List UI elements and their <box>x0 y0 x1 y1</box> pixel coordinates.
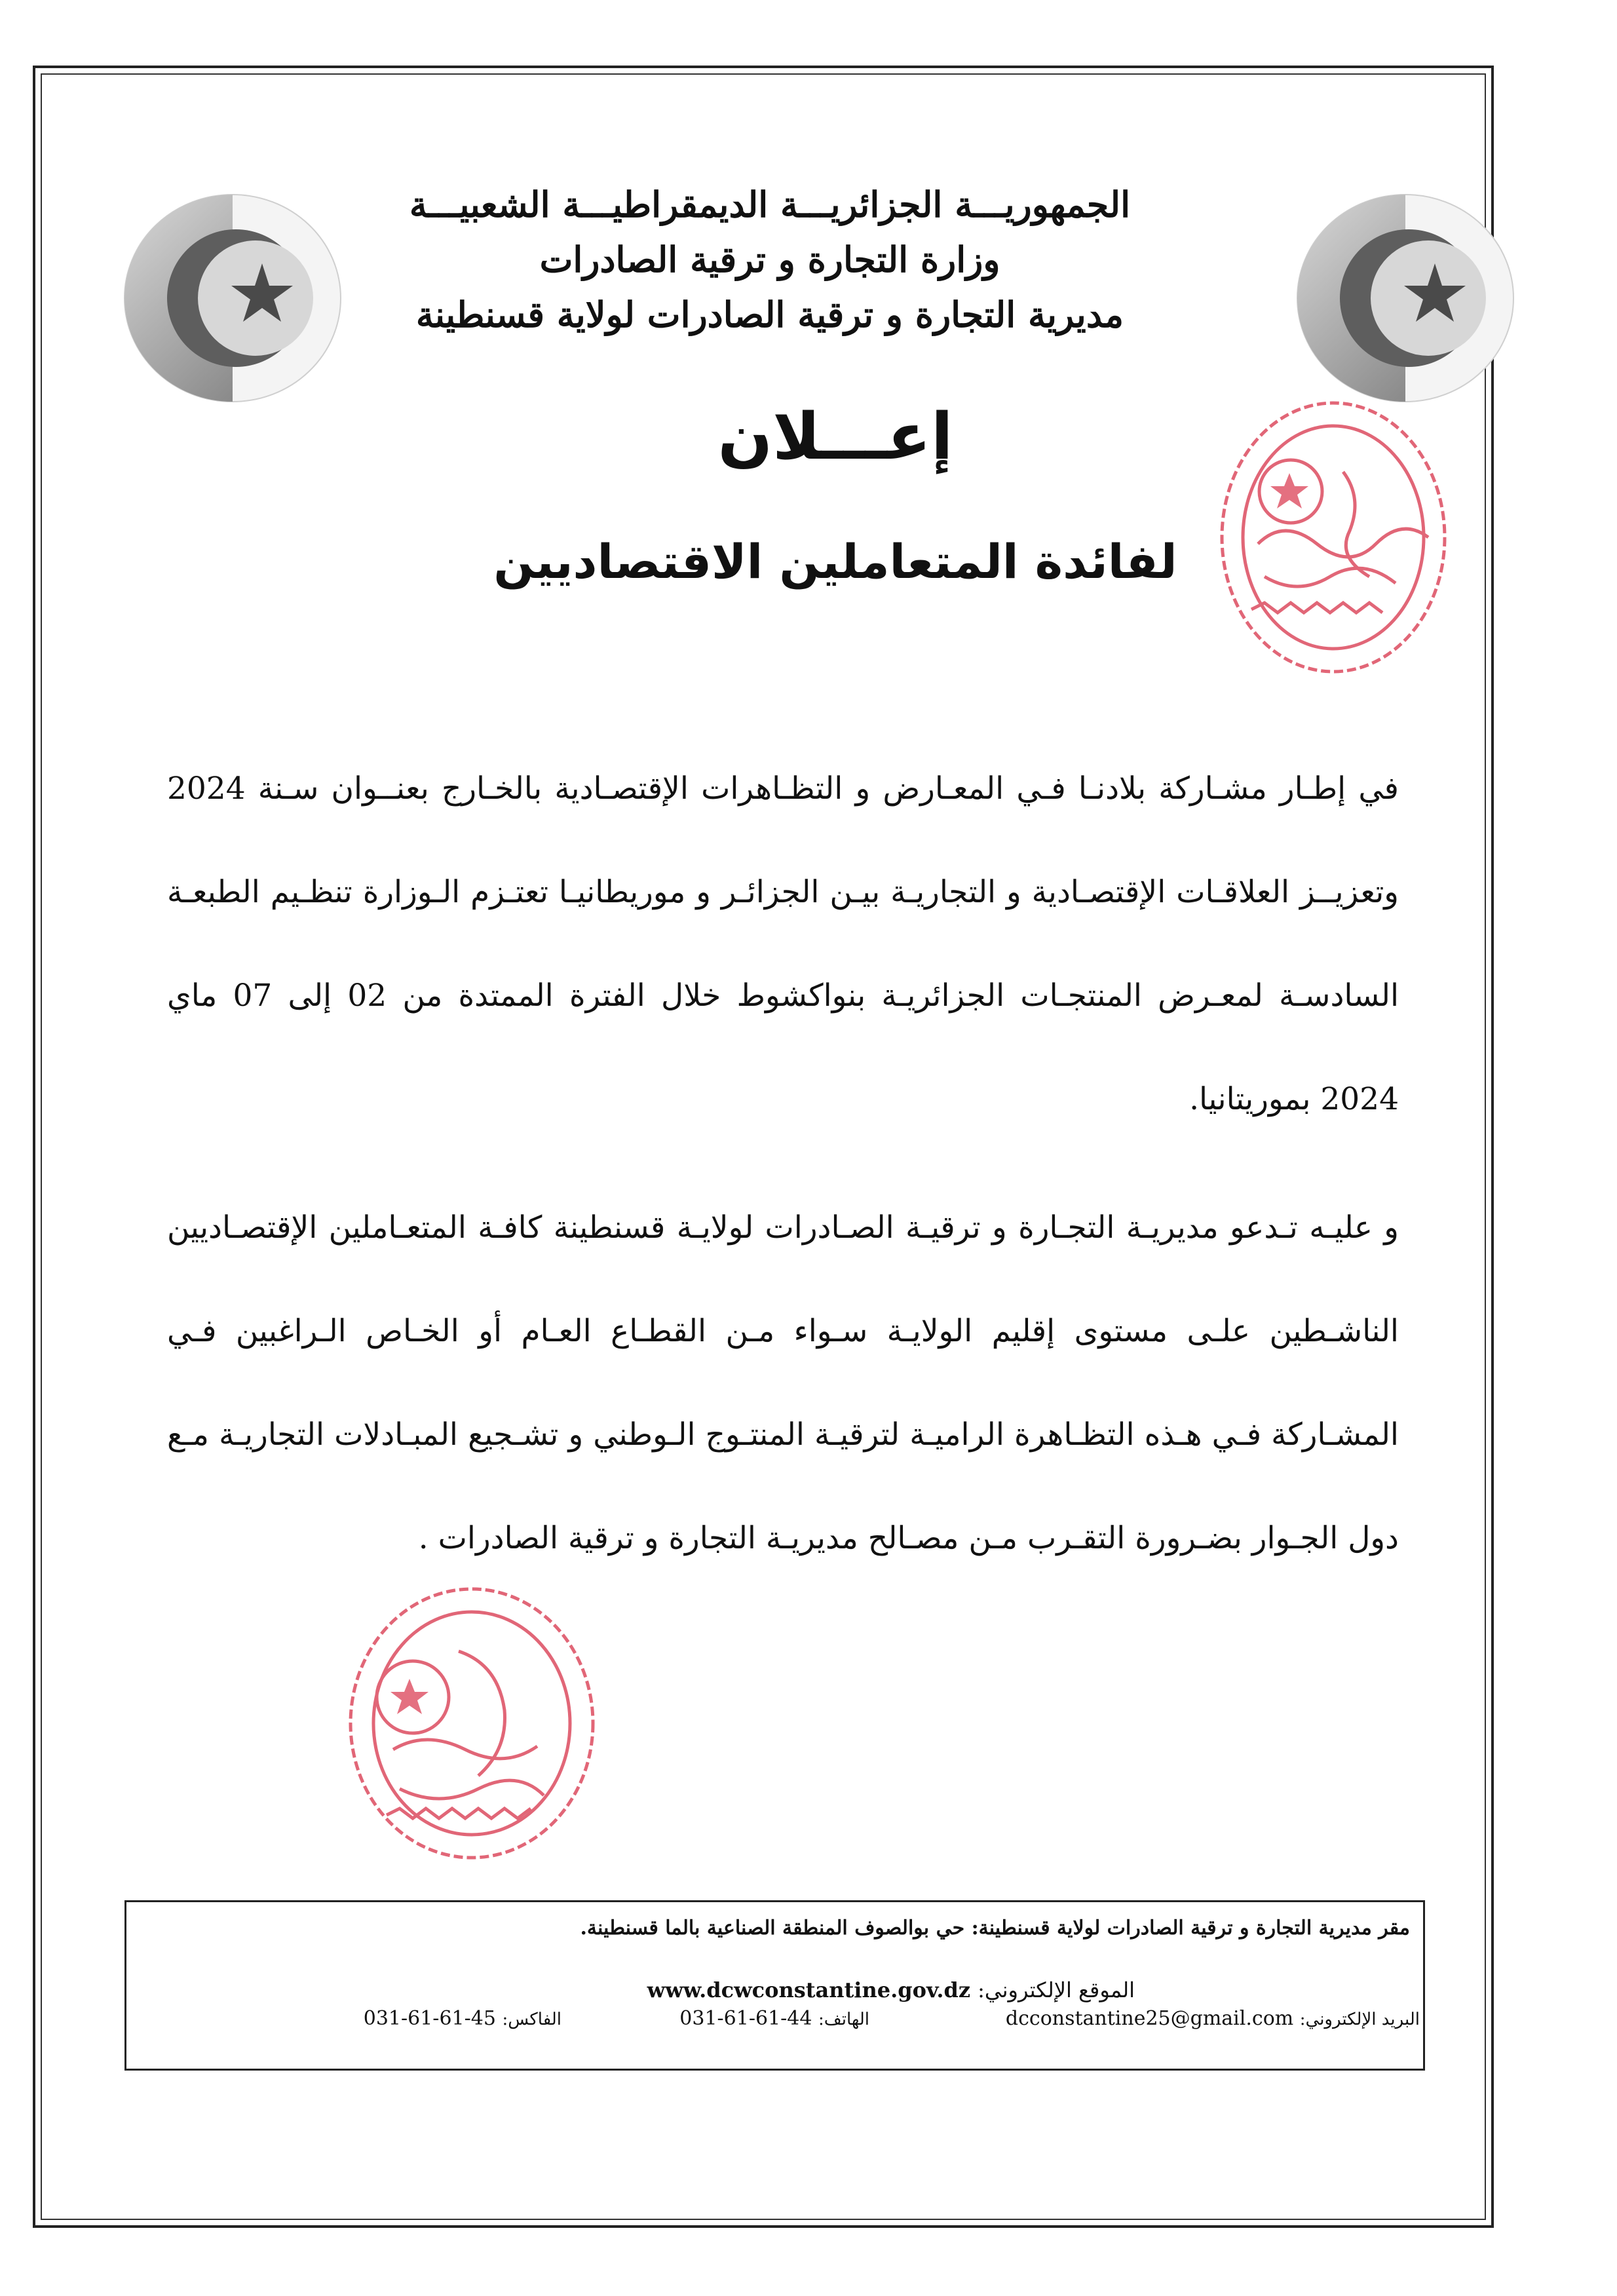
website-label: الموقع الإلكتروني: <box>978 1978 1135 2002</box>
official-seal-stamp-bottom <box>341 1579 603 1867</box>
ministry-name: وزارة التجارة و ترقية الصادرات <box>539 239 1000 280</box>
phone-number: 031-61-61-44 <box>679 2007 812 2030</box>
fax-info <box>364 2007 561 2030</box>
fax-number: 031-61-61-45 <box>363 2007 496 2030</box>
crescent-star-emblem-left <box>121 190 344 406</box>
body-paragraph-2: و عليـه تـدعو مديريـة التجـارة و ترقيـة الصـادرات لولايـة قسنطينة كافـة المتعـاملين الإقتصـاديين الناشـطين علـى مستوى إقليم الولايـة سـواء مـن القطـاع العـام أو الخـاص الـراغبين فـي المشـاركة فـي هـذه التظـاهرة الراميـة لترقيـة المنتـوج الـوطني و تشـجيع المبـادلات التجاريـة مـع دول الجـوار بضـرورة التقـرب مـن مصـالح مديريـة التجارة و ترقية الصادرات . <box>167 1210 1399 1556</box>
body-paragraph-1: في إطـار مشـاركة بلادنـا فـي المعـارض و التظـاهرات الإقتصـادية بالخـارج بعنــوان سـنة 2024 وتعزيــز العلاقـات الإقتصـادية و التجاريـة بيـن الجزائـر و موريطانيـا تعتـزم الـوزارة تنظـيم الطبعـة السادسـة لمعـرض المنتجـات الجزائريـة بنواكشوط خلال الفترة الممتدة من 02 إلى 07 ماي 2024 بموريتانيا. <box>167 771 1399 1117</box>
announcement-subtitle: لفائدة المتعاملين الاقتصاديين <box>493 534 1177 589</box>
footer-contact-box <box>124 1900 1425 2071</box>
crescent-star-emblem-right <box>1294 190 1517 406</box>
fax-label: الفاكس: <box>502 2010 561 2029</box>
letterhead <box>367 177 1173 342</box>
office-address: مقر مديرية التجارة و ترقية الصادرات لولاية قسنطينة: حي بوالصوف المنطقة الصناعية بالما قسنطينة. <box>580 1917 1410 1940</box>
email-info <box>1006 2007 1420 2030</box>
announcement-title: إعـــلان <box>717 400 953 474</box>
website-link[interactable]: www.dcwconstantine.gov.dz <box>647 1978 970 2002</box>
phone-info <box>679 2007 869 2030</box>
website-line <box>647 1978 1135 2002</box>
republic-name: الجمهوريـــة الجزائريـــة الديمقراطيـــة الشعبيـــة <box>409 183 1131 225</box>
official-seal-stamp-top <box>1212 393 1455 681</box>
email-link[interactable]: dcconstantine25@gmail.com <box>1005 2007 1294 2030</box>
directorate-name: مديرية التجارة و ترقية الصادرات لولاية قسنطينة <box>415 294 1124 335</box>
contact-row <box>123 2007 1423 2040</box>
email-label: البريد الإلكتروني: <box>1299 2010 1420 2029</box>
phone-label: الهاتف: <box>818 2010 869 2029</box>
